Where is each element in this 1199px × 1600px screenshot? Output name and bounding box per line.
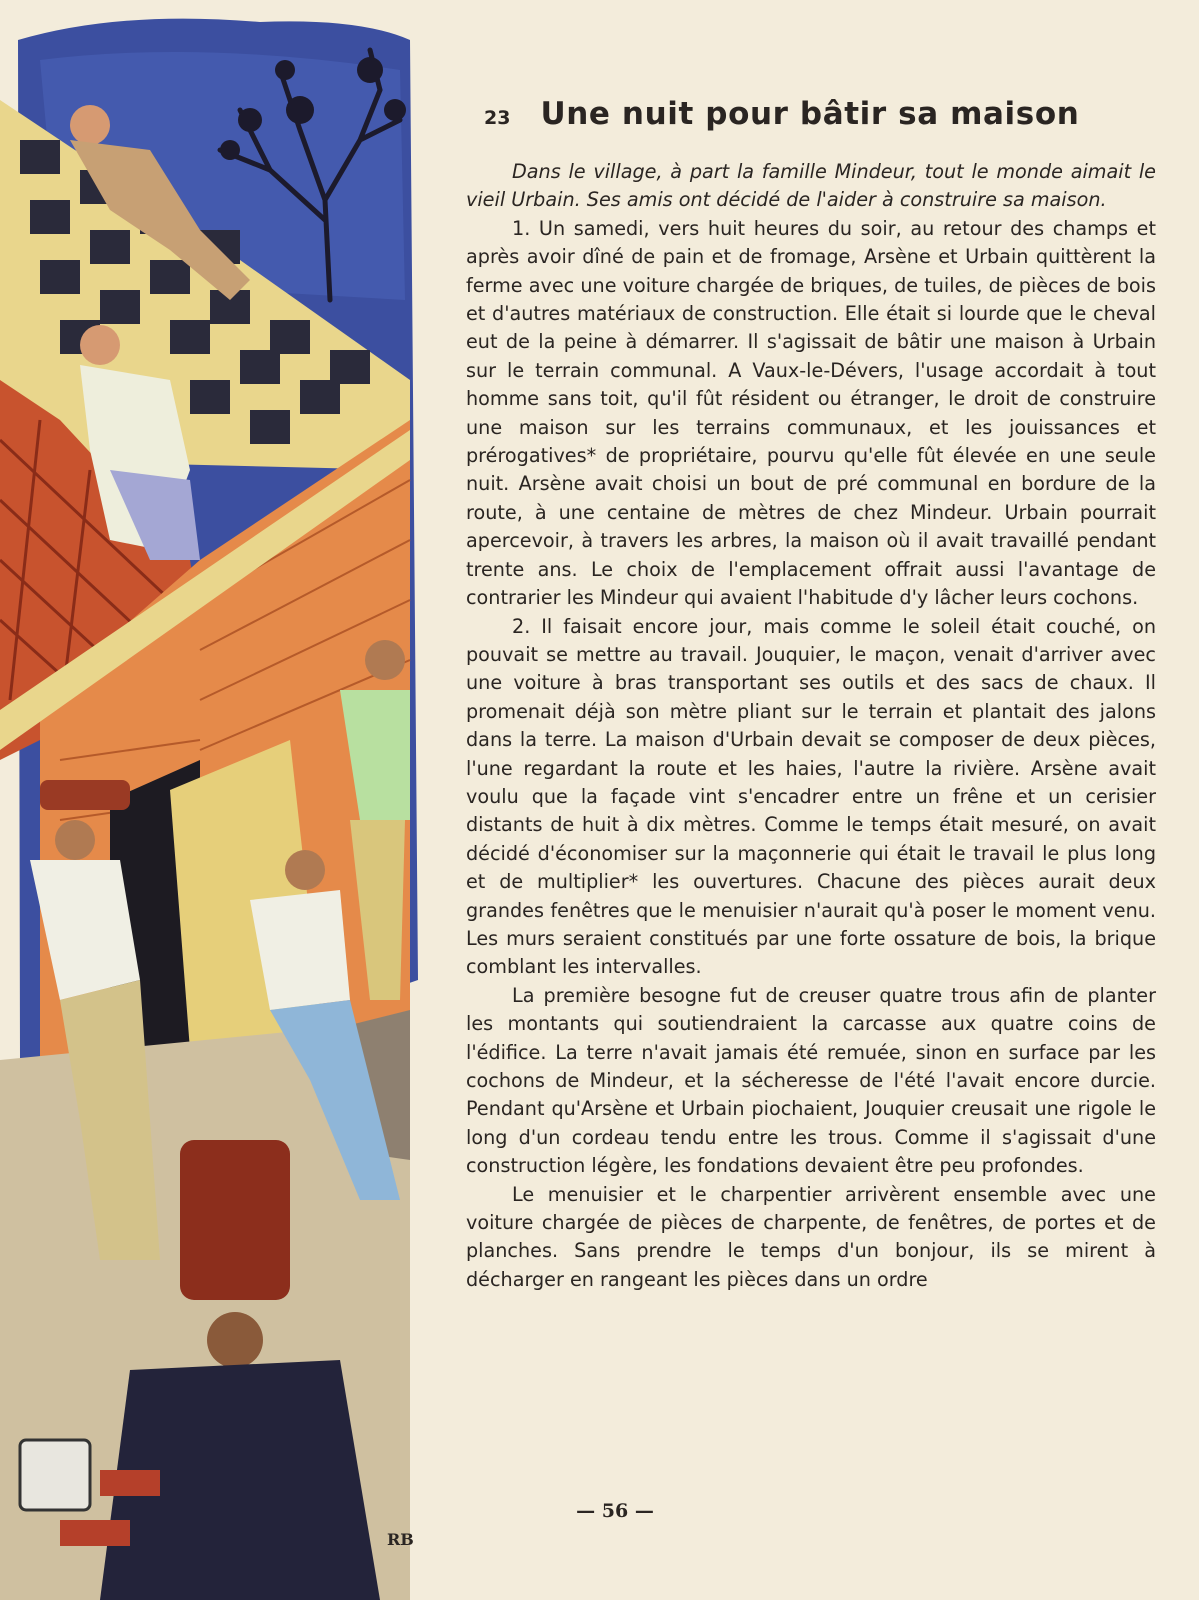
- chapter-number: 23: [484, 107, 511, 129]
- text-column: [466, 96, 1156, 1294]
- chapter-title: Une nuit pour bâtir sa maison: [540, 96, 1080, 132]
- illustration: [0, 0, 430, 1600]
- page-number: — 56 —: [576, 1500, 654, 1522]
- paragraph-2: 2. Il faisait encore jour, mais comme le soleil était couché, on pouvait se mettre au travail. Jouquier, le maçon, venait d'arriver avec une voiture à bras transportant ses outils et des sacs de chaux. Il promenait déjà son mètre pliant sur le terrain et plantait des jalons dans la terre. La maison d'Urbain devait se composer de deux pièces, l'une regardant la route et les haies, l'autre la rivière. Arsène avait voulu que la façade vint s'encadrer entre un frêne et un cerisier distants de huit à dix mètres. Comme le temps était mesuré, on avait décidé d'économiser sur la maçonnerie qui était le travail le plus long et de multiplier* les ouvertures. Chacune des pièces aurait deux grandes fenêtres que le menuisier n'aurait qu'à poser le moment venu. Les murs seraient constitués par une forte ossature de bois, la brique comblant les intervalles.: [466, 614, 1156, 979]
- chapter-heading: [484, 96, 1156, 132]
- paragraph-3: La première besogne fut de creuser quatre trous afin de planter les montants qui soutiendraient la carcasse aux quatre coins de l'édifice. La terre n'avait jamais été remuée, sinon en surface par les cochons de Mindeur, et la sécheresse de l'été l'avait encore durcie. Pendant qu'Arsène et Urbain piochaient, Jouquier creusait une rigole le long d'un cordeau tendu entre les trous. Comme il s'agissait d'une construction légère, les fondations devaient être peu profondes.: [466, 983, 1156, 1178]
- paragraph-4: Le menuisier et le charpentier arrivèrent ensemble avec une voiture chargée de pièces de charpente, de fenêtres, de portes et de planches. Sans prendre le temps d'un bonjour, ils se mirent à décharger en rangeant les pièces dans un ordre: [466, 1182, 1156, 1291]
- intro-paragraph: Dans le village, à part la famille Mindeur, tout le monde aimait le vieil Urbain. Ses amis ont décidé de l'aider à construire sa maison.: [466, 160, 1156, 212]
- illustration-drawing: [0, 0, 430, 1600]
- artist-signature: RB: [387, 1530, 414, 1549]
- paragraph-1: 1. Un samedi, vers huit heures du soir, au retour des champs et après avoir dîné de pain et de fromage, Arsène et Urbain quittèrent la ferme avec une voiture chargée de briques, de tuiles, de pièces de bois et d'autres matériaux de construction. Elle était si lourde que le cheval eut de la peine à démarrer. Il s'agissait de bâtir une maison à Urbain sur le terrain communal. A Vaux-le-Dévers, l'usage accordait à tout homme sans toit, qu'il fût résident ou étranger, le droit de construire une maison sur les terrains communaux, et les jouissances et prérogatives* de propriétaire, pourvu qu'elle fût élevée en une seule nuit. Arsène avait choisi un bout de pré communal en bordure de la route, à une centaine de mètres de chez Mindeur. Urbain pourrait apercevoir, à travers les arbres, la maison où il avait travaillé pendant trente ans. Le choix de l'emplacement offrait aussi l'avantage de contrarier les Mindeur qui avaient l'habitude d'y lâcher leurs cochons.: [466, 216, 1156, 610]
